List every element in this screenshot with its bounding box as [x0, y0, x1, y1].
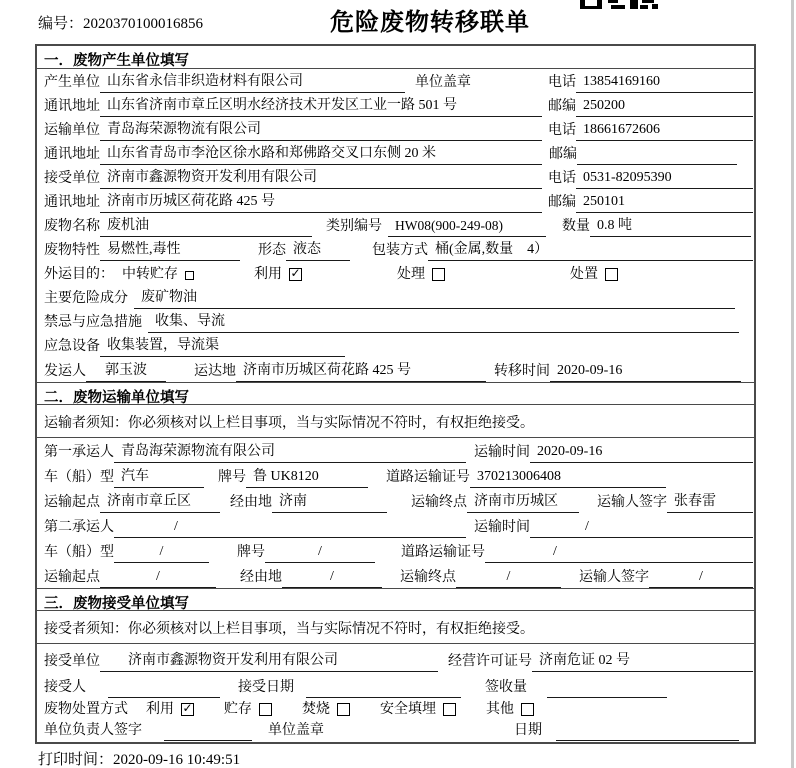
unit-seal-label: 单位盖章: [268, 723, 324, 738]
field-row-carrier2: [37, 513, 754, 538]
field-row-signature: [37, 720, 754, 741]
address-label: 通讯地址: [44, 195, 100, 210]
route-start-label: 运输起点: [44, 570, 100, 585]
field-row-receiver: [37, 165, 754, 189]
dispatcher-label: 发运人: [44, 364, 86, 379]
vehicle2-license: /: [485, 544, 753, 563]
field-row-vehicle1: [37, 463, 754, 488]
received-amount-label: 签收量: [485, 680, 527, 695]
destination-value: 济南市历城区荷花路 425 号: [236, 359, 486, 382]
transfer-purpose-label: 外运目的：: [44, 267, 114, 282]
form-value: 液态: [286, 238, 350, 261]
acceptor-label: 接受人: [44, 680, 86, 695]
vehicle-type-label: 车（船）型: [44, 470, 114, 485]
hazard-component-label: 主要危险成分: [44, 291, 128, 306]
responsible-sign-label: 单位负责人签字: [44, 723, 142, 738]
form-table: [35, 44, 756, 744]
road-license-label: 道路运输证号: [386, 470, 470, 485]
transporter-phone: 18661672606: [576, 122, 753, 141]
date-value: [556, 738, 739, 741]
field-row-route1: [37, 488, 754, 513]
transport-time-label: 运输时间: [474, 445, 530, 460]
waste-name-value: 废机油: [100, 214, 312, 237]
field-row-emergency-measures: [37, 309, 754, 333]
section2-notice: 运输者须知：你必须核对以上栏目事项，当与实际情况不符时，有权拒绝接受。: [37, 405, 754, 438]
via-label: 经由地: [240, 570, 282, 585]
checkbox-other: [521, 703, 534, 716]
checkbox-transit-storage: [185, 271, 194, 280]
route2-via: /: [282, 569, 382, 588]
category-value: HW08(900-249-08): [388, 218, 546, 237]
address-label: 通讯地址: [44, 99, 100, 114]
disposal-option-label: 焚烧: [302, 702, 330, 717]
road-license-label: 道路运输证号: [401, 545, 485, 560]
plate-label: 牌号: [237, 545, 265, 560]
generator-label: 产生单位: [44, 75, 100, 90]
route2-end: /: [456, 569, 561, 588]
field-row-accept-unit: [37, 644, 754, 672]
carrier1-time: 2020-09-16: [530, 444, 753, 463]
category-label: 类别编号: [326, 219, 382, 234]
carrier2-time: /: [530, 519, 753, 538]
vehicle-type-label: 车（船）型: [44, 545, 114, 560]
zip-label: 邮编: [549, 147, 577, 162]
section3-header: 三．废物接受单位填写: [37, 588, 754, 611]
waste-property-value: 易燃性,毒性: [100, 238, 240, 261]
route2-sign: /: [649, 569, 753, 588]
vehicle1-type: 汽车: [114, 465, 204, 488]
checkbox-utilize: [289, 268, 302, 281]
field-row-vehicle2: [37, 538, 754, 563]
print-time-value: 2020-09-16 10:49:51: [113, 752, 241, 768]
plate-label: 牌号: [218, 470, 246, 485]
quantity-value: 0.8 吨: [590, 214, 751, 237]
disposal-option-label: 利用: [146, 702, 174, 717]
generator-value: 山东省永信非织造材料有限公司: [100, 70, 405, 93]
phone-label: 电话: [548, 123, 576, 138]
emergency-measures-value: 收集、导流: [148, 310, 739, 333]
section1-header: 一．废物产生单位填写: [37, 46, 754, 69]
vehicle1-license: 370213006408: [470, 469, 666, 488]
via-label: 经由地: [230, 495, 272, 510]
field-row-waste-property: [37, 237, 754, 261]
zip-label: 邮编: [548, 99, 576, 114]
phone-label: 电话: [548, 171, 576, 186]
carrier1-label: 第一承运人: [44, 445, 114, 460]
emergency-measures-label: 禁忌与应急措施: [44, 315, 142, 330]
qr-code-fragment-icon: [580, 0, 658, 9]
field-row-hazard-component: [37, 285, 754, 309]
received-amount-value: [547, 695, 667, 698]
checkbox-utilize: [181, 703, 194, 716]
transfer-time-label: 转移时间: [494, 364, 550, 379]
receiver-zip: 250101: [576, 194, 753, 213]
carrier-sign-label: 运输人签字: [597, 495, 667, 510]
emergency-equipment-label: 应急设备: [44, 339, 100, 354]
field-row-acceptance: [37, 672, 754, 698]
transporter-value: 青岛海荣源物流有限公司: [100, 118, 542, 141]
field-row-transporter: [37, 117, 754, 141]
carrier2-label: 第二承运人: [44, 520, 114, 535]
waste-name-label: 废物名称: [44, 219, 100, 234]
disposal-option-label: 其他: [486, 702, 514, 717]
field-row-transporter-address: [37, 141, 754, 165]
print-time-label: 打印时间：: [38, 752, 114, 768]
serial-number: 2020370100016856: [83, 16, 204, 32]
transport-time-label: 运输时间: [474, 520, 530, 535]
disposal-method-label: 废物处置方式: [44, 702, 128, 717]
field-row-transfer-purpose: [37, 261, 754, 285]
date-label: 日期: [514, 723, 542, 738]
accept-unit-value: 济南市鑫源物资开发利用有限公司: [100, 649, 438, 672]
carrier1-value: 青岛海荣源物流有限公司: [114, 440, 466, 463]
field-row-generator-address: [37, 93, 754, 117]
transporter-address-value: 山东省青岛市李沧区徐水路和郑佛路交叉口东侧 20 米: [100, 142, 542, 165]
checkbox-store: [259, 703, 272, 716]
field-row-route2: [37, 563, 754, 588]
route1-start: 济南市章丘区: [100, 490, 220, 513]
checkbox-dispose: [605, 268, 618, 281]
route1-via: 济南: [272, 490, 387, 513]
checkbox-landfill: [443, 703, 456, 716]
waste-property-label: 废物特性: [44, 243, 100, 258]
field-row-emergency-equipment: [37, 333, 754, 357]
transporter-zip: [577, 162, 737, 165]
generator-zip: 250200: [576, 98, 753, 117]
field-row-carrier1: [37, 438, 754, 463]
route1-end: 济南市历城区: [467, 490, 579, 513]
vehicle2-type: /: [114, 544, 209, 563]
destination-label: 运达地: [194, 364, 236, 379]
disposal-option-label: 贮存: [224, 702, 252, 717]
field-row-disposal: [37, 698, 754, 720]
field-row-dispatch: [37, 357, 754, 382]
quantity-label: 数量: [562, 219, 590, 234]
emergency-equipment-value: 收集装置，导流渠: [100, 334, 345, 357]
accept-unit-label: 接受单位: [44, 654, 100, 669]
purpose-option-label: 利用: [254, 267, 282, 282]
generator-address-value: 山东省济南市章丘区明水经济技术开发区工业一路 501 号: [100, 94, 542, 117]
address-label: 通讯地址: [44, 147, 100, 162]
route1-sign: 张春雷: [667, 490, 753, 513]
checkbox-treat: [432, 268, 445, 281]
accept-date-label: 接受日期: [238, 680, 294, 695]
carrier2-value: /: [114, 519, 466, 538]
responsible-sign-value: [164, 738, 252, 741]
hazard-component-value: 废矿物油: [134, 286, 735, 309]
route-end-label: 运输终点: [400, 570, 456, 585]
serial-label: 编号：: [38, 16, 84, 32]
receiver-address-value: 济南市历城区荷花路 425 号: [100, 190, 542, 213]
disposal-option-label: 安全填埋: [380, 702, 436, 717]
purpose-option-label: 中转贮存: [122, 267, 178, 282]
vehicle2-plate: /: [265, 544, 375, 563]
dispatcher-value: 郭玉波: [86, 359, 166, 382]
receiver-value: 济南市鑫源物资开发利用有限公司: [100, 166, 542, 189]
receiver-phone: 0531-82095390: [576, 170, 753, 189]
section3-notice: 接受者须知：你必须核对以上栏目事项，当与实际情况不符时，有权拒绝接受。: [37, 611, 754, 644]
purpose-option-label: 处置: [570, 267, 598, 282]
form-label: 形态: [258, 243, 286, 258]
route-end-label: 运输终点: [411, 495, 467, 510]
generator-phone: 13854169160: [576, 74, 753, 93]
field-row-waste-name: [37, 213, 754, 237]
field-row-receiver-address: [37, 189, 754, 213]
field-row-generator: [37, 69, 754, 93]
checkbox-incinerate: [337, 703, 350, 716]
operation-license-value: 济南危证 02 号: [532, 649, 753, 672]
seal-label: 单位盖章: [415, 75, 471, 90]
transporter-label: 运输单位: [44, 123, 100, 138]
phone-label: 电话: [548, 75, 576, 90]
carrier-sign-label: 运输人签字: [579, 570, 649, 585]
purpose-option-label: 处理: [397, 267, 425, 282]
page-title: 危险废物转移联单: [330, 9, 530, 36]
operation-license-label: 经营许可证号: [448, 654, 532, 669]
serial-number-line: [38, 12, 203, 33]
zip-label: 邮编: [548, 195, 576, 210]
packing-value: 桶(金属,数量 4）: [428, 238, 753, 261]
packing-label: 包装方式: [372, 243, 428, 258]
receiver-label: 接受单位: [44, 171, 100, 186]
route2-start: /: [100, 569, 216, 588]
transfer-time-value: 2020-09-16: [550, 363, 741, 382]
print-time-line: [38, 748, 240, 768]
vehicle1-plate: 鲁 UK8120: [246, 465, 368, 488]
route-start-label: 运输起点: [44, 495, 100, 510]
scrollbar[interactable]: [791, 0, 794, 768]
section2-header: 二．废物运输单位填写: [37, 382, 754, 405]
